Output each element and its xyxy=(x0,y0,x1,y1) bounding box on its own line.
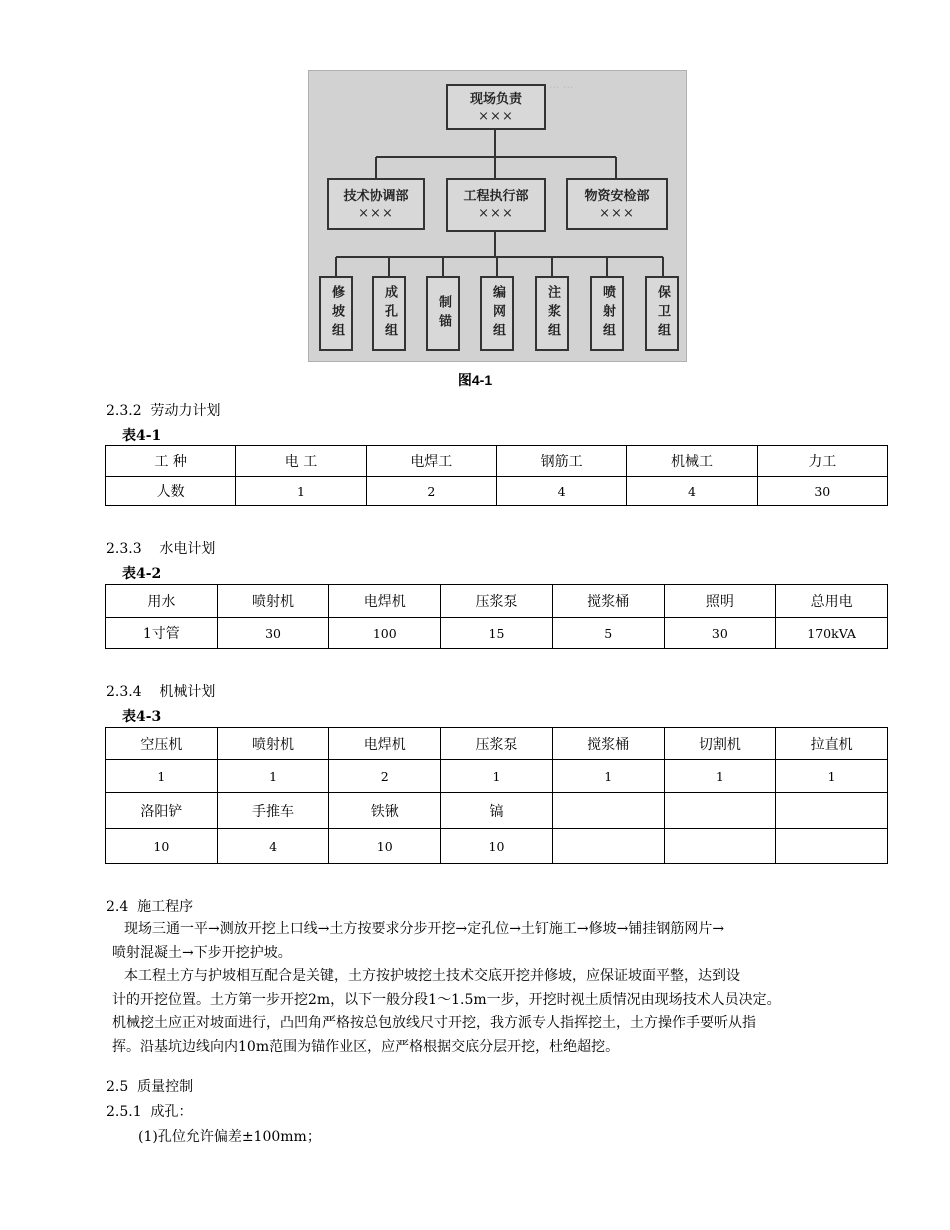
table-cell: 压浆泵 xyxy=(441,585,553,618)
quality-item-hole-position: (1)孔位允许偏差±100mm； xyxy=(138,1129,321,1145)
table-cell xyxy=(776,829,888,864)
table-cell: 电 工 xyxy=(236,446,366,477)
table-cell: 镐 xyxy=(441,793,553,829)
construction-procedure-text xyxy=(106,918,896,1059)
machinery-plan-table xyxy=(105,727,888,864)
table-cell: 100 xyxy=(329,618,441,649)
table-cell xyxy=(664,793,776,829)
table-label-4-3: 表4-3 xyxy=(122,709,162,725)
figure-caption: 图4-1 xyxy=(457,372,493,388)
org-box-site-manager xyxy=(446,84,546,130)
table-cell: 机械工 xyxy=(627,446,757,477)
table-cell: 切割机 xyxy=(664,728,776,760)
org-box-engineering-execution xyxy=(446,178,546,232)
table-cell: 1 xyxy=(217,760,329,793)
table-cell: 4 xyxy=(496,477,626,506)
org-box-title: 物资安检部 xyxy=(584,189,650,204)
table-cell: 搅浆桶 xyxy=(552,585,664,618)
table-cell: 工 种 xyxy=(106,446,236,477)
section-heading-quality-control: 2.5 质量控制 xyxy=(106,1079,194,1095)
table-cell: 总用电 xyxy=(776,585,888,618)
table-cell: 30 xyxy=(664,618,776,649)
table-row xyxy=(106,446,888,477)
table-cell: 喷射机 xyxy=(217,585,329,618)
org-chart-figure xyxy=(308,70,687,362)
table-cell: 力工 xyxy=(757,446,887,477)
section-heading-water-power-plan: 2.3.3 水电计划 xyxy=(106,541,216,557)
table-row xyxy=(106,829,888,864)
table-cell: 手推车 xyxy=(217,793,329,829)
org-box-person: ××× xyxy=(358,206,394,221)
table-cell: 4 xyxy=(217,829,329,864)
table-cell: 照明 xyxy=(664,585,776,618)
org-box-person: ××× xyxy=(599,206,635,221)
table-cell: 5 xyxy=(552,618,664,649)
org-group-anchor-making: 制锚 xyxy=(426,276,460,351)
section-heading-machinery-plan: 2.3.4 机械计划 xyxy=(106,684,216,700)
table-cell: 1 xyxy=(236,477,366,506)
table-cell: 10 xyxy=(329,829,441,864)
table-cell: 电焊工 xyxy=(366,446,496,477)
table-row xyxy=(106,760,888,793)
table-cell: 10 xyxy=(106,829,218,864)
paragraph-line: 挥。沿基坑边线向内10m范围为锚作业区，应严格根据交底分层开挖，杜绝超挖。 xyxy=(112,1038,620,1055)
table-cell: 铁锹 xyxy=(329,793,441,829)
table-cell: 1 xyxy=(776,760,888,793)
org-box-title: 现场负责 xyxy=(469,92,522,107)
subsection-heading-hole-forming: 2.5.1 成孔： xyxy=(106,1104,193,1120)
table-row xyxy=(106,618,888,649)
org-group-grouting: 注浆组 xyxy=(535,276,569,351)
table-cell: 2 xyxy=(329,760,441,793)
org-box-title: 工程执行部 xyxy=(463,189,529,204)
table-cell: 30 xyxy=(757,477,887,506)
paragraph-line: 现场三通一平→测放开挖上口线→土方按要求分步开挖→定孔位→土钉施工→修坡→铺挂钢筋网片→ xyxy=(124,921,725,937)
table-cell: 170kVA xyxy=(776,618,888,649)
table-cell: 喷射机 xyxy=(217,728,329,760)
table-cell: 15 xyxy=(441,618,553,649)
org-box-materials-safety xyxy=(566,178,668,230)
table-cell: 1 xyxy=(664,760,776,793)
org-group-security: 保卫组 xyxy=(645,276,679,351)
table-cell: 1 xyxy=(441,760,553,793)
table-label-4-2: 表4-2 xyxy=(122,566,162,582)
table-cell: 1 xyxy=(106,760,218,793)
figure-background-text: ··· ··· xyxy=(549,81,574,94)
table-cell: 搅浆桶 xyxy=(552,728,664,760)
org-group-hole-forming: 成孔组 xyxy=(372,276,406,351)
table-cell: 1寸管 xyxy=(106,618,218,649)
org-group-mesh-weaving: 编网组 xyxy=(480,276,514,351)
paragraph-line: 本工程土方与护坡相互配合是关键，土方按护坡挖土技术交底开挖并修坡，应保证坡面平整，达到设 xyxy=(124,968,740,984)
table-cell: 2 xyxy=(366,477,496,506)
table-cell: 10 xyxy=(441,829,553,864)
org-group-shotcrete: 喷射组 xyxy=(590,276,624,351)
table-cell xyxy=(552,793,664,829)
table-cell: 用水 xyxy=(106,585,218,618)
table-row xyxy=(106,585,888,618)
table-row xyxy=(106,793,888,829)
table-row xyxy=(106,477,888,506)
table-cell: 1 xyxy=(552,760,664,793)
table-cell: 压浆泵 xyxy=(441,728,553,760)
org-box-person: ××× xyxy=(478,109,514,124)
table-cell xyxy=(664,829,776,864)
table-cell: 洛阳铲 xyxy=(106,793,218,829)
paragraph-line: 机械挖土应正对坡面进行，凸凹角严格按总包放线尺寸开挖，我方派专人指挥挖土，土方操作手要听从指 xyxy=(112,1015,756,1031)
org-box-person: ××× xyxy=(478,206,514,221)
table-cell: 人数 xyxy=(106,477,236,506)
table-cell xyxy=(776,793,888,829)
table-cell: 电焊机 xyxy=(329,585,441,618)
org-box-tech-coordination xyxy=(327,178,425,230)
table-label-4-1: 表4-1 xyxy=(122,428,162,444)
table-cell: 电焊机 xyxy=(329,728,441,760)
org-box-title: 技术协调部 xyxy=(343,189,409,204)
table-cell: 拉直机 xyxy=(776,728,888,760)
table-cell: 4 xyxy=(627,477,757,506)
water-power-plan-table xyxy=(105,584,888,649)
table-cell: 30 xyxy=(217,618,329,649)
table-cell xyxy=(552,829,664,864)
paragraph-line: 计的开挖位置。土方第一步开挖2m，以下一般分段1～1.5m一步，开挖时视土质情况由现场技术人员决定。 xyxy=(112,991,781,1008)
table-row xyxy=(106,728,888,760)
labor-plan-table xyxy=(105,445,888,506)
table-cell: 空压机 xyxy=(106,728,218,760)
paragraph-line: 喷射混凝土→下步开挖护坡。 xyxy=(112,944,292,961)
table-cell: 钢筋工 xyxy=(496,446,626,477)
org-group-slope-trimming: 修坡组 xyxy=(319,276,353,351)
section-heading-construction-procedure: 2.4 施工程序 xyxy=(106,899,194,915)
section-heading-labor-plan: 2.3.2 劳动力计划 xyxy=(106,403,221,419)
